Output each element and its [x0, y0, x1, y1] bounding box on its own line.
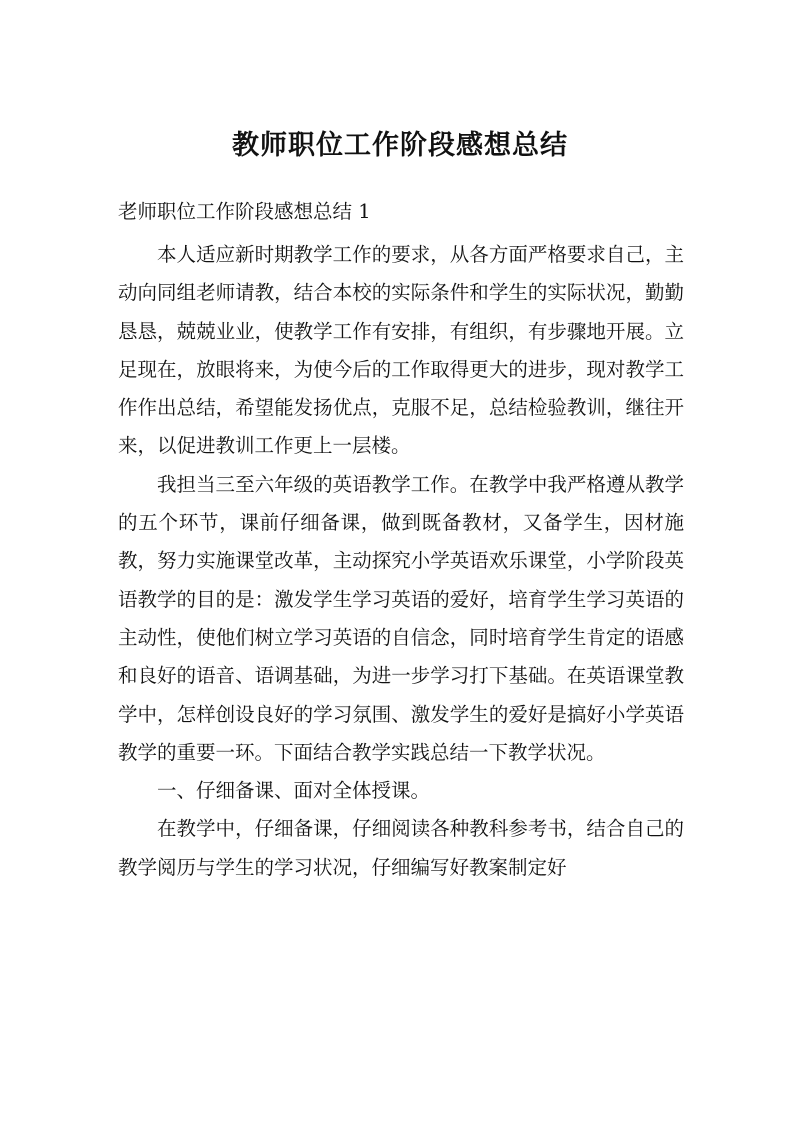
document-title: 教师职位工作阶段感想总结 — [232, 130, 568, 161]
document-subtitle: 老师职位工作阶段感想总结 1 — [118, 200, 371, 223]
paragraph-1: 本人适应新时期教学工作的要求，从各方面严格要求自己，主动向同组老师请教，结合本校的实际条件和学生的实际状况，勤勤恳恳，兢兢业业，使教学工作有安排，有组织，有步骤地开展。立足现在，放眼将来，为使今后的工作取得更大的进步，现对教学工作作出总结，希望能发扬优点，克服不足，总结检验教训，继往开来，以促进教训工作更上一层楼。 — [118, 243, 684, 458]
paragraph-3: 一、仔细备课、面对全体授课。 — [157, 779, 431, 803]
paragraph-4: 在教学中，仔细备课，仔细阅读各种教科参考书，结合自己的教学阅历与学生的学习状况，仔细编写好教案制定好 — [118, 817, 684, 879]
document-body — [118, 236, 684, 887]
paragraph-2: 我担当三至六年级的英语教学工作。在教学中我严格遵从教学的五个环节，课前仔细备课，做到既备教材，又备学生，因材施教，努力实施课堂改革，主动探究小学英语欢乐课堂，小学阶段英语教学的目的是：激发学生学习英语的爱好，培育学生学习英语的主动性，使他们树立学习英语的自信念，同时培育学生肯定的语感和良好的语音、语调基础，为进一步学习打下基础。在英语课堂教学中，怎样创设良好的学习氛围、激发学生的爱好是搞好小学英语教学的重要一环。下面结合教学实践总结一下教学状况。 — [118, 472, 684, 764]
